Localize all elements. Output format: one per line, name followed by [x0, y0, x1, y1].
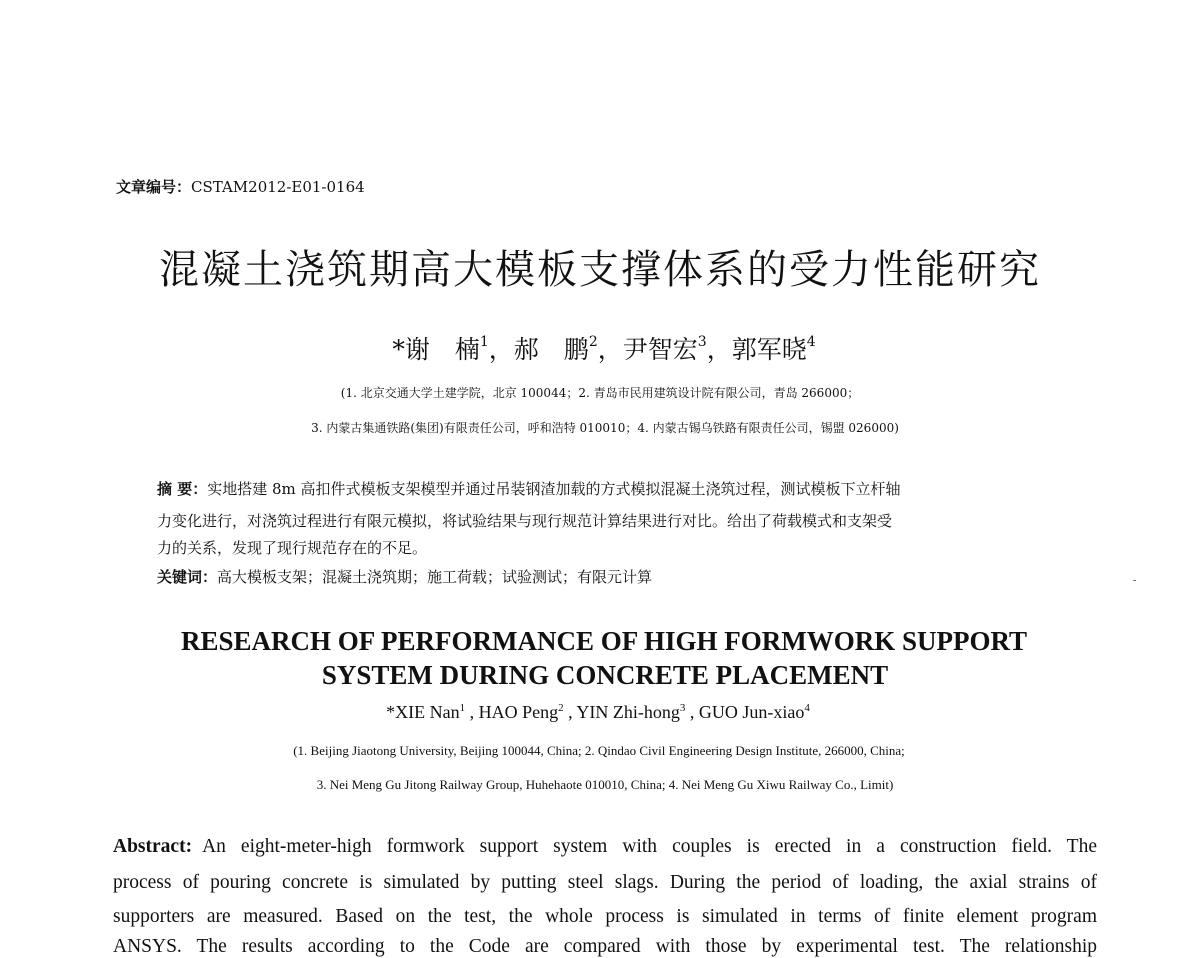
- chinese-affiliation-line: (1. 北京交通大学土建学院，北京 100044；2. 青岛市民用建筑设计院有限公司，青岛 266000；: [340, 386, 860, 400]
- article-number-label: 文章编号：: [116, 178, 192, 196]
- author-separator: ，: [706, 335, 732, 364]
- article-number: [116, 176, 365, 197]
- author-affiliation-index: 2: [588, 334, 598, 350]
- english-authors: [0, 702, 1196, 723]
- english-abstract-line: supporters are measured. Based on the test, the whole process is simulated in terms of finite element program: [113, 906, 1097, 927]
- chinese-authors: [0, 330, 1200, 366]
- chinese-abstract-line: 力变化进行，对浇筑过程进行有限元模拟，将试验结果与现行规范计算结果进行对比。给出了荷载模式和支架受: [157, 512, 893, 530]
- chinese-keywords-text: 高大模板支架；混凝土浇筑期；施工荷载；试验测试；有限元计算: [217, 568, 653, 586]
- author-name: 尹智宏: [622, 335, 698, 364]
- english-title-line: RESEARCH OF PERFORMANCE OF HIGH FORMWORK SUPPORT: [180, 626, 1028, 656]
- article-number-value: CSTAM2012-E01-0164: [191, 178, 365, 196]
- chinese-abstract-line: 力的关系，发现了现行规范存在的不足。: [157, 539, 428, 557]
- author-affiliation-index: 4: [806, 334, 816, 350]
- author-name: GUO Jun-xiao: [698, 702, 805, 722]
- english-abstract-label: Abstract:: [113, 836, 193, 857]
- author-separator: ，: [597, 335, 623, 364]
- author-name: 郭军晓: [731, 335, 807, 364]
- author-name: 郝 鹏: [513, 335, 589, 364]
- author-mark: *: [392, 335, 405, 364]
- english-affiliation-line: (1. Beijing Jiaotong University, Beijing 100044, China; 2. Qindao Civil Engineering Design Institute, 266000, China;: [293, 743, 905, 758]
- chinese-keywords-label: 关键词：: [157, 568, 218, 586]
- author-mark: *: [386, 702, 396, 722]
- scan-speck: [1133, 580, 1136, 581]
- english-abstract-line: [113, 836, 1097, 858]
- chinese-title: 混凝土浇筑期高大模板支撑体系的受力性能研究: [159, 247, 1041, 293]
- author-affiliation-index: 1: [459, 702, 466, 714]
- chinese-affiliation-line: 3. 内蒙古集通铁路(集团)有限责任公司，呼和浩特 010010；4. 内蒙古锡乌铁路有限责任公司，锡盟 026000): [311, 421, 899, 435]
- author-affiliation-index: 1: [479, 334, 489, 350]
- chinese-abstract-line: [157, 478, 901, 499]
- author-affiliation-index: 4: [804, 702, 810, 714]
- author-separator: ，: [488, 335, 514, 364]
- author-name: 谢 楠: [404, 335, 480, 364]
- english-abstract-text: An eight-meter-high formwork support system with couples is erected in a construction field. The: [202, 836, 1097, 857]
- author-affiliation-index: 3: [697, 334, 707, 350]
- chinese-keywords: [157, 566, 652, 587]
- author-name: HAO Peng: [478, 702, 559, 722]
- author-separator: ,: [563, 702, 577, 722]
- author-name: XIE Nan: [395, 702, 460, 722]
- chinese-abstract-text: 实地搭建 8m 高扣件式模板支架模型并通过吊装钢渣加载的方式模拟混凝土浇筑过程，测试模板下立杆轴: [207, 480, 901, 498]
- author-separator: ,: [685, 702, 699, 722]
- english-abstract-line: process of pouring concrete is simulated by putting steel slags. During the period of loading, the axial strains of: [113, 872, 1097, 893]
- author-name: YIN Zhi-hong: [576, 702, 680, 722]
- author-affiliation-index: 3: [679, 702, 686, 714]
- english-title-line: SYSTEM DURING CONCRETE PLACEMENT: [321, 660, 889, 690]
- author-affiliation-index: 2: [558, 702, 564, 714]
- author-separator: ,: [465, 702, 479, 722]
- english-abstract-line: ANSYS. The results according to the Code are compared with those by experimental test. The relationship: [113, 936, 1097, 957]
- chinese-abstract-label: 摘 要：: [157, 480, 208, 498]
- english-affiliation-line: 3. Nei Meng Gu Jitong Railway Group, Huhehaote 010010, China; 4. Nei Meng Gu Xiwu Railway Co., Limit): [316, 777, 894, 792]
